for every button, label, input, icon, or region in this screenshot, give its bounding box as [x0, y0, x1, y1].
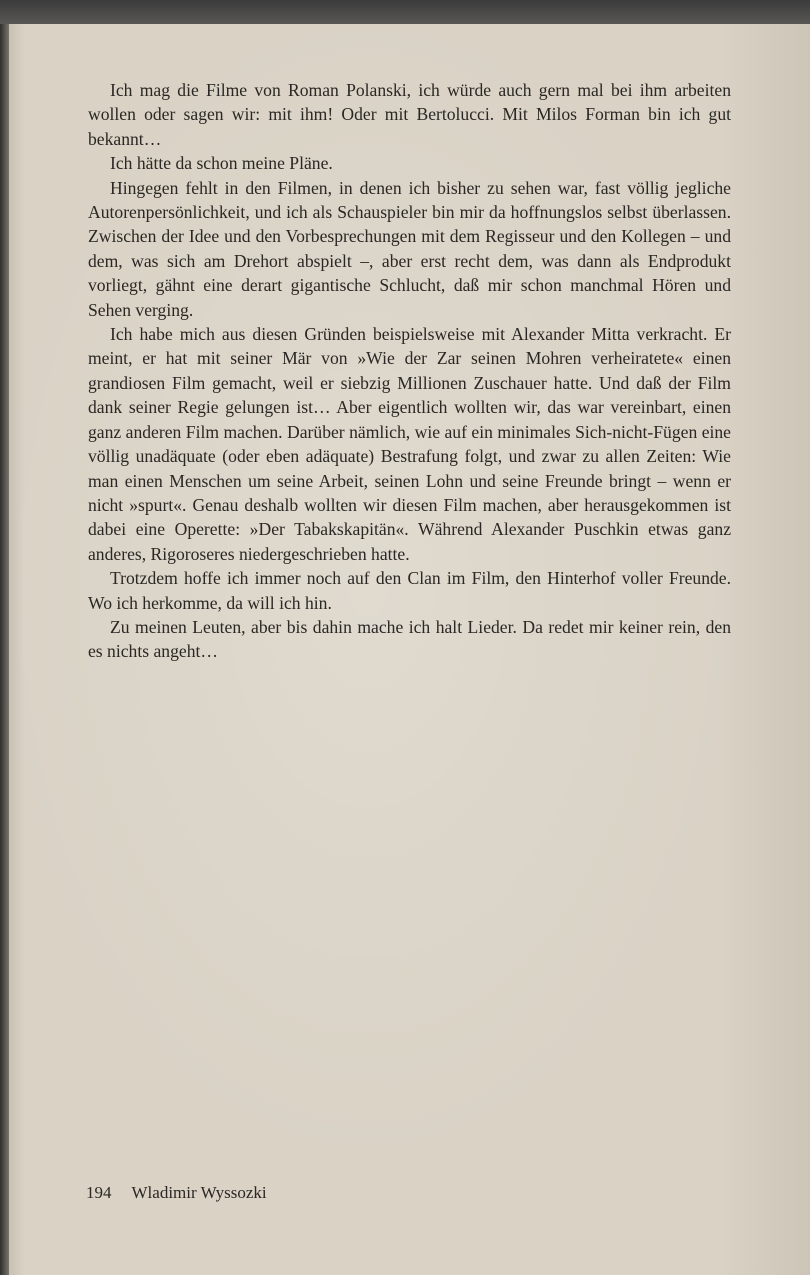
paragraph-6: Zu meinen Leuten, aber bis dahin mache ich halt Lieder. Da redet mir keiner rein, den es nichts angeht…: [88, 616, 731, 662]
body-text: [88, 78, 731, 664]
paragraph-2: Ich hätte da schon meine Pläne.: [110, 153, 333, 174]
scan-top-edge: [0, 0, 810, 26]
running-footer-author: Wladimir Wyssozki: [131, 1183, 267, 1202]
page-number: 194: [86, 1183, 112, 1202]
paragraph-5: Trotzdem hoffe ich immer noch auf den Clan im Film, den Hinterhof voller Freunde. Wo ich herkomme, da will ich hin.: [88, 568, 731, 613]
page-footer: [86, 1183, 267, 1203]
paragraph-4: Ich habe mich aus diesen Gründen beispielsweise mit Alexander Mitta verkracht. Er meint, er hat mit seiner Mär von »Wie der Zar seinen Mohren verheiratete« einen grandiosen Film gemacht, weil er siebzig Millionen Zuschauer hatte. Und daß der Film dank seiner Regie gelungen ist… Aber eigentlich wollten wir, das war vereinbart, einen ganz anderen Film machen. Darüber nämlich, wie auf ein minimales Sich-nicht-Fügen eine völlig unadäquate (oder eben adäquate) Bestrafung folgt, und zwar zu allen Zeiten: Wie man einen Menschen um seine Arbeit, seinen Lohn und seine Freunde bringt – wenn er nicht »spurt«. Genau deshalb wollten wir diesen Film machen, aber herausgekommen ist dabei eine Operette: »Der Tabakskapitän«. Während Alexander Puschkin etwas ganz anderes, Rigoroseres niedergeschrieben hatte.: [88, 324, 731, 564]
paragraph-1: Ich mag die Filme von Roman Polanski, ich würde auch gern mal bei ihm arbeiten wollen oder sagen wir: mit ihm! Oder mit Bertolucci. Mit Milos Forman bin ich gut bekannt…: [88, 80, 731, 149]
book-spine-edge: [0, 24, 9, 1275]
paragraph-3: Hingegen fehlt in den Filmen, in denen ich bisher zu sehen war, fast völlig jegliche Autorenpersönlichkeit, und ich als Schauspieler bin mir da hoffnungslos selbst überlassen. Zwischen der Idee und den Vorbesprechungen mit dem Regisseur und den Kollegen – und dem, was sich am Drehort abspielt –, aber erst recht dem, was dann als Endprodukt vorliegt, gähnt eine derart gigantische Schlucht, daß mir schon manchmal Hören und Sehen verging.: [88, 177, 731, 320]
